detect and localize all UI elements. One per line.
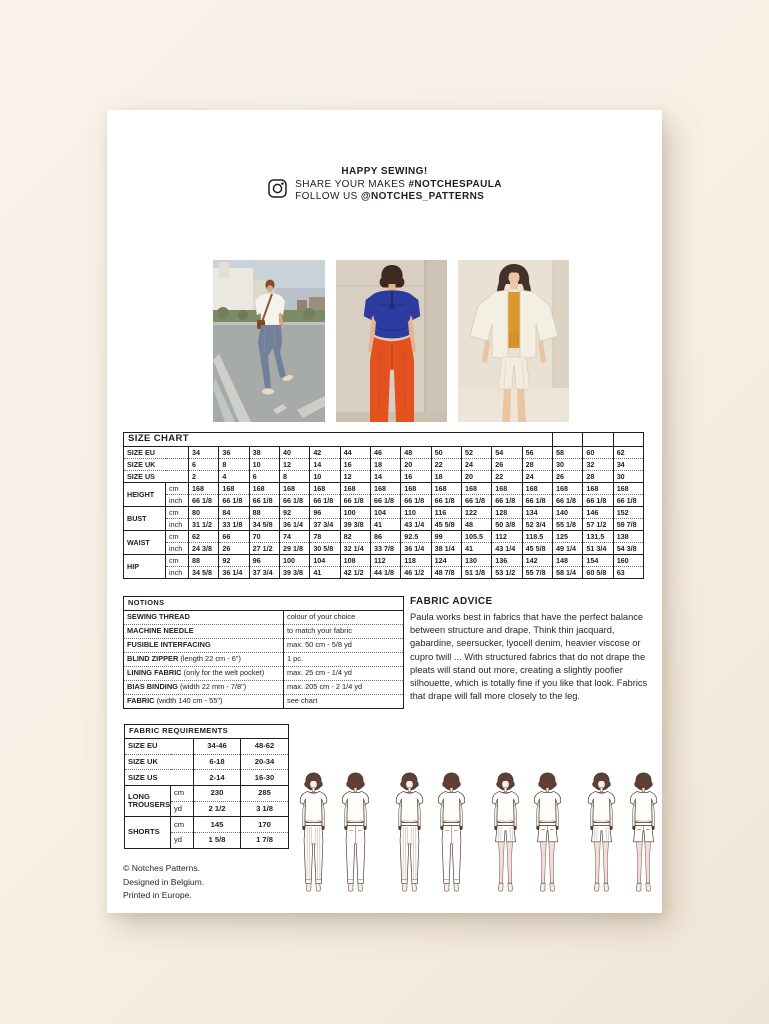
table-cell: 22 [431, 459, 461, 471]
table-cell: 34 5/8 [249, 519, 279, 531]
table-cell: 82 [340, 531, 370, 543]
fabric-requirements-title: FABRIC REQUIREMENTS [125, 725, 289, 739]
table-cell: 46 [370, 447, 400, 459]
table-cell: 88 [189, 555, 219, 567]
table-cell: 124 [431, 555, 461, 567]
table-cell: 138 [613, 531, 643, 543]
table-cell: 168 [219, 483, 249, 495]
table-cell: 105.5 [461, 531, 491, 543]
table-cell: 168 [189, 483, 219, 495]
table-cell: 44 [340, 447, 370, 459]
table-cell: 168 [461, 483, 491, 495]
table-cell: 12 [279, 459, 309, 471]
table-cell: 27 1/2 [249, 543, 279, 555]
table-cell: 112 [492, 531, 522, 543]
table-cell: 20 [461, 471, 491, 483]
table-cell: 34-46 [194, 739, 241, 755]
share-prefix: SHARE YOUR MAKES [295, 178, 409, 190]
table-cell: cm [171, 817, 194, 833]
table-cell: 170 [241, 817, 289, 833]
figure-shorts-back [625, 765, 662, 901]
table-cell: 6 [249, 471, 279, 483]
table-cell: 26 [553, 471, 583, 483]
table-cell: 6-18 [194, 754, 241, 770]
table-cell: 34 5/8 [189, 567, 219, 579]
table-cell: 125 [553, 531, 583, 543]
table-cell: 130 [461, 555, 491, 567]
table-cell: 10 [310, 471, 340, 483]
table-cell: 168 [401, 483, 431, 495]
table-cell: 53 1/2 [492, 567, 522, 579]
table-cell: 33 1/8 [219, 519, 249, 531]
table-cell: 66 1/8 [553, 495, 583, 507]
table-cell: 92.5 [401, 531, 431, 543]
table-cell: 55 7/8 [522, 567, 552, 579]
table-cell: 36 1/4 [401, 543, 431, 555]
table-cell: 168 [583, 483, 613, 495]
table-cell: 56 [522, 447, 552, 459]
table-cell: 54 [492, 447, 522, 459]
table-cell [553, 433, 583, 447]
size-chart-table [123, 432, 644, 579]
table-cell: 58 1/4 [553, 567, 583, 579]
table-cell: 66 1/8 [219, 495, 249, 507]
table-cell: 66 [219, 531, 249, 543]
table-cell [613, 433, 643, 447]
table-cell: 62 [613, 447, 643, 459]
table-cell: MACHINE NEEDLE [124, 625, 284, 639]
figure-shorts-back [529, 765, 566, 901]
header [107, 166, 662, 204]
table-cell: 168 [613, 483, 643, 495]
pattern-instruction-sheet [107, 110, 662, 913]
table-cell: 100 [279, 555, 309, 567]
follow-handle: @NOTCHES_PATTERNS [360, 191, 485, 202]
table-cell: 99 [431, 531, 461, 543]
table-cell: 146 [583, 507, 613, 519]
table-cell: 8 [279, 471, 309, 483]
table-cell: 30 [613, 471, 643, 483]
notions-table [123, 596, 404, 709]
figure-long-trousers-back [337, 765, 374, 901]
table-cell: 38 1/4 [431, 543, 461, 555]
table-cell: 20 [401, 459, 431, 471]
table-cell: 145 [194, 817, 241, 833]
figure-long-trousers-front [295, 765, 332, 901]
table-cell: 55 1/8 [553, 519, 583, 531]
table-cell: 48 7/8 [431, 567, 461, 579]
table-cell: 46 1/2 [401, 567, 431, 579]
fabric-advice-section [410, 596, 657, 703]
table-cell: 66 1/8 [492, 495, 522, 507]
table-cell: max. 205 cm - 2 1/4 yd [284, 681, 404, 695]
table-cell: 33 7/8 [370, 543, 400, 555]
table-cell: 52 [461, 447, 491, 459]
figure-long-trousers-back [433, 765, 470, 901]
table-cell: 45 5/8 [522, 543, 552, 555]
table-cell: 168 [522, 483, 552, 495]
table-cell: 88 [249, 507, 279, 519]
table-cell: 26 [219, 543, 249, 555]
table-cell: 50 3/8 [492, 519, 522, 531]
table-cell: BLIND ZIPPER (length 22 cm - 6") [124, 653, 284, 667]
share-line [295, 179, 502, 192]
photo-street-look [213, 260, 325, 422]
table-cell: 28 [522, 459, 552, 471]
table-cell: 41 [310, 567, 340, 579]
table-cell: 14 [370, 471, 400, 483]
table-cell: 160 [613, 555, 643, 567]
table-cell: cm [166, 507, 189, 519]
table-cell: 66 1/8 [583, 495, 613, 507]
table-cell: see chart [284, 695, 404, 709]
table-cell: 66 1/8 [340, 495, 370, 507]
table-cell: 118.5 [522, 531, 552, 543]
table-cell: inch [166, 567, 189, 579]
table-cell: BUST [124, 507, 166, 531]
table-cell: 57 1/2 [583, 519, 613, 531]
table-cell: 92 [219, 555, 249, 567]
table-cell: to match your fabric [284, 625, 404, 639]
table-cell: 42 1/2 [340, 567, 370, 579]
notions-title: NOTIONS [124, 597, 404, 611]
table-cell: 3 1/8 [241, 801, 289, 817]
table-cell: BIAS BINDING (width 22 mm - 7/8") [124, 681, 284, 695]
social-text [295, 179, 502, 204]
table-cell: 30 5/8 [310, 543, 340, 555]
table-cell: 131.5 [583, 531, 613, 543]
table-cell: 28 [583, 471, 613, 483]
table-cell: 48 [461, 519, 491, 531]
copyright-line: Printed in Europe. [123, 890, 192, 900]
photo-back-view [336, 260, 447, 422]
photo-strip [213, 260, 569, 422]
table-cell: 92 [279, 507, 309, 519]
table-cell: 51 3/4 [583, 543, 613, 555]
table-cell: 230 [194, 786, 241, 802]
table-cell: 18 [431, 471, 461, 483]
table-cell: SHORTS [125, 817, 171, 848]
table-cell: 4 [219, 471, 249, 483]
table-cell: 10 [249, 459, 279, 471]
table-cell: 168 [553, 483, 583, 495]
table-cell: 66 1/8 [279, 495, 309, 507]
table-cell: 29 1/8 [279, 543, 309, 555]
table-cell: 42 [310, 447, 340, 459]
table-cell: 41 [370, 519, 400, 531]
fabric-requirements-table [124, 724, 289, 849]
table-cell: 168 [431, 483, 461, 495]
table-cell: 66 1/8 [189, 495, 219, 507]
figure-shorts-front [583, 765, 620, 901]
table-cell: 37 3/4 [249, 567, 279, 579]
table-cell: 12 [340, 471, 370, 483]
table-cell: 78 [310, 531, 340, 543]
table-cell: inch [166, 495, 189, 507]
happy-sewing-title: HAPPY SEWING! [341, 166, 428, 177]
table-cell: 52 3/4 [522, 519, 552, 531]
follow-line [295, 191, 502, 204]
table-cell: 20-34 [241, 754, 289, 770]
table-cell: 66 1/8 [522, 495, 552, 507]
table-cell: 34 [189, 447, 219, 459]
table-cell: 16-30 [241, 770, 289, 786]
table-cell: 66 1/8 [613, 495, 643, 507]
table-cell: HEIGHT [124, 483, 166, 507]
table-cell: 50 [431, 447, 461, 459]
table-cell: 66 1/8 [370, 495, 400, 507]
table-cell: 60 5/8 [583, 567, 613, 579]
table-cell: SEWING THREAD [124, 611, 284, 625]
table-cell: 26 [492, 459, 522, 471]
table-cell: FABRIC (width 140 cm - 55") [124, 695, 284, 709]
table-cell: 84 [219, 507, 249, 519]
table-cell: 154 [583, 555, 613, 567]
table-cell: 148 [553, 555, 583, 567]
table-cell: 2-14 [194, 770, 241, 786]
table-cell: SIZE US [125, 770, 194, 786]
table-cell: 104 [370, 507, 400, 519]
table-cell: 16 [401, 471, 431, 483]
table-cell: 39 3/8 [340, 519, 370, 531]
table-cell: inch [166, 519, 189, 531]
table-cell: 168 [310, 483, 340, 495]
table-cell: WAIST [124, 531, 166, 555]
table-cell: SIZE EU [125, 739, 194, 755]
table-cell: 43 1/4 [401, 519, 431, 531]
table-cell: 38 [249, 447, 279, 459]
garment-line-drawings [295, 765, 662, 901]
table-cell: colour of your choice [284, 611, 404, 625]
table-cell: max. 25 cm - 1/4 yd [284, 667, 404, 681]
table-cell: 60 [583, 447, 613, 459]
table-cell: 48-62 [241, 739, 289, 755]
table-cell: 168 [340, 483, 370, 495]
copyright-line: © Notches Patterns. [123, 863, 201, 873]
share-hashtag: #NOTCHESPAULA [408, 178, 502, 190]
table-cell: 86 [370, 531, 400, 543]
table-cell: 116 [431, 507, 461, 519]
table-cell: 168 [370, 483, 400, 495]
table-cell: 112 [370, 555, 400, 567]
table-cell: 80 [189, 507, 219, 519]
table-cell: 34 [613, 459, 643, 471]
copyright-block [123, 862, 204, 903]
table-cell: 110 [401, 507, 431, 519]
table-cell: SIZE US [124, 471, 189, 483]
table-cell: 136 [492, 555, 522, 567]
table-cell: 36 [219, 447, 249, 459]
table-cell: 24 [522, 471, 552, 483]
table-cell: 24 3/8 [189, 543, 219, 555]
table-cell: 30 [553, 459, 583, 471]
table-cell: 36 1/4 [219, 567, 249, 579]
table-cell: 51 1/8 [461, 567, 491, 579]
table-cell: 39 3/8 [279, 567, 309, 579]
table-cell: 285 [241, 786, 289, 802]
table-cell: 142 [522, 555, 552, 567]
table-cell: 31 1/2 [189, 519, 219, 531]
table-cell: 14 [310, 459, 340, 471]
table-cell: 118 [401, 555, 431, 567]
table-cell: 66 1/8 [461, 495, 491, 507]
table-cell: 44 1/8 [370, 567, 400, 579]
table-cell: 59 7/8 [613, 519, 643, 531]
table-cell: 18 [370, 459, 400, 471]
table-cell: 96 [310, 507, 340, 519]
table-cell: 66 1/8 [431, 495, 461, 507]
table-cell [583, 433, 613, 447]
table-cell: 168 [492, 483, 522, 495]
copyright-line: Designed in Belgium. [123, 876, 205, 887]
table-cell: 134 [522, 507, 552, 519]
table-cell: 1 5/8 [194, 833, 241, 849]
table-cell: 70 [249, 531, 279, 543]
table-cell: SIZE UK [125, 754, 194, 770]
table-cell: max. 50 cm - 5/8 yd [284, 639, 404, 653]
table-cell: 168 [279, 483, 309, 495]
table-cell: 49 1/4 [553, 543, 583, 555]
fabric-advice-body: Paula works best in fabrics that have the perfect balance between structure and drape. Think thin jacquard, gabardine, seersucker, lyocell denim, heavier viscose or cupro twill ... With structured fabrics that do not drape the pleats will stand out more, creating a slightly poofier silhouette, which is totally fine if you like that look. Fabrics that drape will fall more closely to the leg. [410, 612, 648, 702]
table-cell: 62 [189, 531, 219, 543]
table-cell: 24 [461, 459, 491, 471]
table-cell: cm [171, 786, 194, 802]
table-cell: 16 [340, 459, 370, 471]
table-cell: 8 [219, 459, 249, 471]
table-cell: 74 [279, 531, 309, 543]
table-cell: 43 1/4 [492, 543, 522, 555]
table-cell: cm [166, 555, 189, 567]
figure-long-trousers-front [391, 765, 428, 901]
table-cell: inch [166, 543, 189, 555]
table-cell: yd [171, 833, 194, 849]
table-cell: 100 [340, 507, 370, 519]
table-cell: 1 pc. [284, 653, 404, 667]
table-cell: 66 1/8 [310, 495, 340, 507]
table-cell: 140 [553, 507, 583, 519]
follow-prefix: FOLLOW US [295, 191, 361, 202]
table-cell: 22 [492, 471, 522, 483]
table-cell: yd [171, 801, 194, 817]
table-cell: 108 [340, 555, 370, 567]
table-cell: LONG TROUSERS [125, 786, 171, 817]
photo-jacket-shorts-look [458, 260, 569, 422]
table-cell: 63 [613, 567, 643, 579]
table-cell: 104 [310, 555, 340, 567]
table-cell: 54 3/8 [613, 543, 643, 555]
table-cell: 36 1/4 [279, 519, 309, 531]
table-cell: SIZE UK [124, 459, 189, 471]
table-cell: 168 [249, 483, 279, 495]
table-cell: 32 1/4 [340, 543, 370, 555]
table-cell: 66 1/8 [401, 495, 431, 507]
table-cell: 1 7/8 [241, 833, 289, 849]
table-cell: cm [166, 531, 189, 543]
table-cell: 40 [279, 447, 309, 459]
size-chart-title: SIZE CHART [124, 433, 553, 447]
table-cell: 41 [461, 543, 491, 555]
table-cell: LINING FABRIC (only for the welt pocket) [124, 667, 284, 681]
table-cell: cm [166, 483, 189, 495]
table-cell: 122 [461, 507, 491, 519]
figure-shorts-front [487, 765, 524, 901]
table-cell: FUSIBLE INTERFACING [124, 639, 284, 653]
social-block [107, 178, 662, 204]
table-cell: 32 [583, 459, 613, 471]
table-cell: 48 [401, 447, 431, 459]
instagram-icon [267, 178, 288, 204]
table-cell: 66 1/8 [249, 495, 279, 507]
fabric-advice-title: FABRIC ADVICE [410, 596, 493, 607]
table-cell: SIZE EU [124, 447, 189, 459]
table-cell: 37 3/4 [310, 519, 340, 531]
table-cell: 2 [189, 471, 219, 483]
table-cell: 6 [189, 459, 219, 471]
table-cell: 2 1/2 [194, 801, 241, 817]
table-cell: 128 [492, 507, 522, 519]
table-cell: 152 [613, 507, 643, 519]
table-cell: 45 5/8 [431, 519, 461, 531]
table-cell: 96 [249, 555, 279, 567]
table-cell: 58 [553, 447, 583, 459]
table-cell: HIP [124, 555, 166, 579]
